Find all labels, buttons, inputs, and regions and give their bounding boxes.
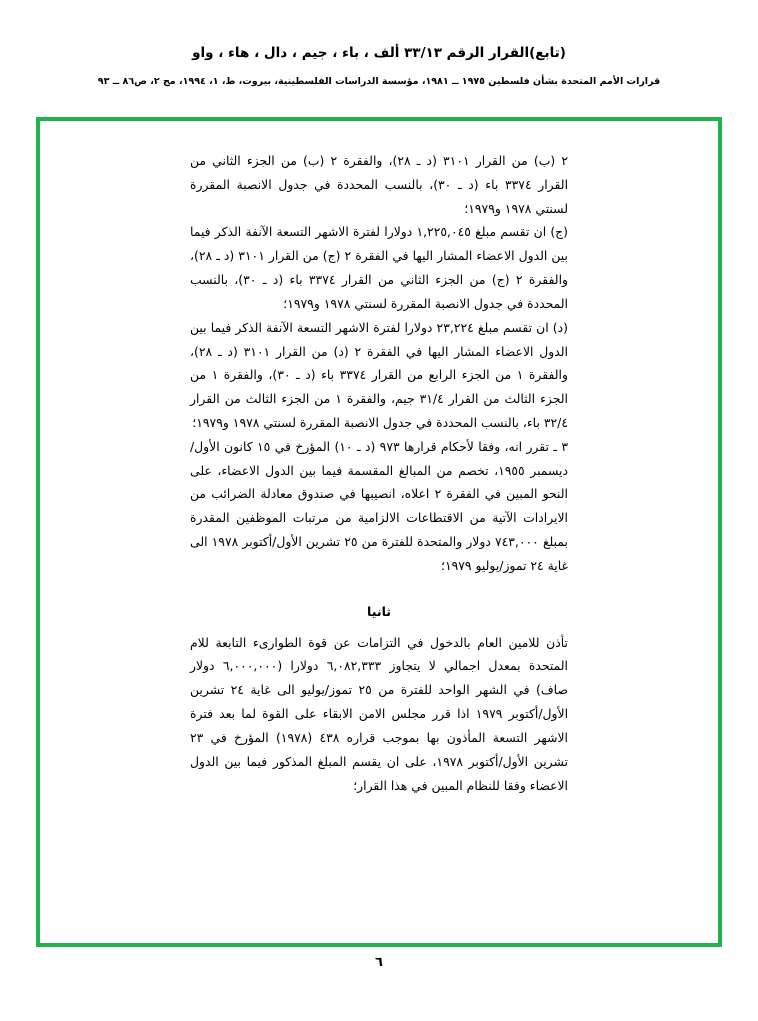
paragraph: ٢ (ب) من القرار ٣١٠١ (د ـ ٢٨)، والفقرة ٢ (ب) من الجزء الثاني من القرار ٣٣٧٤ باء (د ـ ٣٠)، بالنسب المحددة في جدول الانصبة المقررة لسنتي ١٩٧٨ و١٩٧٩؛ bbox=[190, 153, 569, 216]
page-number: ٦ bbox=[375, 955, 383, 970]
paragraph: (د) ان تقسم مبلغ ٢٣,٢٢٤ دولارا لفترة الاشهر التسعة الآنفة الذكر فيما بين الدول الاعضاء المشار اليها في الفقرة ٢ (د) من القرار ٣١٠١ (د ـ ٢٨)، والفقرة ١ من الجزء الرابع من القرار ٣٣٧٤ باء (د ـ ٣٠)، والفقرة ١ من الجزء الثالث من القرار ٣١/٤ جيم، والفقرة ١ من الجزء الثالث من القرار ٣٢/٤ باء، بالنسب المحددة في جدول الانصبة المقررة لسنتي ١٩٧٨ و١٩٧٩؛ bbox=[190, 319, 568, 430]
paragraph: ٣ ـ تقرر انه، وفقا لأحكام قرارها ٩٧٣ (د ـ ١٠) المؤرخ في ١٥ كانون الأول/ديسمبر ١٩٥٥، تخصم من المبالغ المقسمة فيما بين الدول الاعضاء، على النحو المبين في الفقرة ٢ اعلاه، انصيبها في صندوق معادلة الضرائب من الايرادات الآتية من الاقتطاعات الالزامية من مرتبات الموظفين المقدرة بمبلغ ٧٤٣,٠٠٠ دولار والمتحدة للفترة من ٢٥ تشرين الأول/أكتوبر ١٩٧٨ الى غاية ٢٤ تموز/يوليو ١٩٧٩؛ bbox=[190, 438, 569, 573]
content-body bbox=[40, 121, 718, 797]
section-heading: ثانيا bbox=[366, 603, 392, 619]
document-source-line: قرارات الأمم المتحدة بشأن فلسطين ١٩٧٥ ــ ١٩٨١، مؤسسة الدراسات الفلسطينية، بيروت، ط، ١، ١٩٩٤، مج ٢، ص٨٦ ــ ٩٣ bbox=[97, 75, 661, 87]
content-frame bbox=[36, 117, 722, 947]
paragraph: (ج) ان تقسم مبلغ ١,٢٢٥,٠٤٥ دولارا لفترة الاشهر التسعة الآنفة الذكر فيما بين الدول الاعضاء المشار اليها في الفقرة ٢ (ج) من القرار ٣١٠١ (د ـ ٢٨)، والفقرة ٢ (ج) من الجزء الثاني من القرار ٣٣٧٤ باء (د ـ ٣٠)، بالنسب المحددة في جدول الانصبة المقررة لسنتي ١٩٧٨ و١٩٧٩؛ bbox=[190, 224, 568, 311]
page-header bbox=[0, 0, 758, 88]
document-title: (تابع)القرار الرقم ٣٣/١٣ ألف ، باء ، جيم ، دال ، هاء ، واو bbox=[192, 45, 566, 61]
paragraph: تأذن للامين العام بالدخول في التزامات عن قوة الطوارىء التابعة للام المتحدة بمعدل اجمالي لا يتجاوز ٦,٠٨٢,٣٣٣ دولارا (٦,٠٠٠,٠٠٠ دولار صاف) في الشهر الواحد للفترة من ٢٥ تموز/يوليو الى غاية ٢٤ تشرين الأول/أكتوبر ١٩٧٩ اذا قرر مجلس الامن الابقاء على القوة لما بعد فترة الاشهر التسعة المأذون بها بموجب قراره ٤٣٨ (١٩٧٨) المؤرخ في ٢٣ تشرين الأول/أكتوبر ١٩٧٨، على ان يقسم المبلغ المذكور فيما بين الدول الاعضاء وفقا للنظام المبين في هذا القرار؛ bbox=[190, 634, 569, 793]
